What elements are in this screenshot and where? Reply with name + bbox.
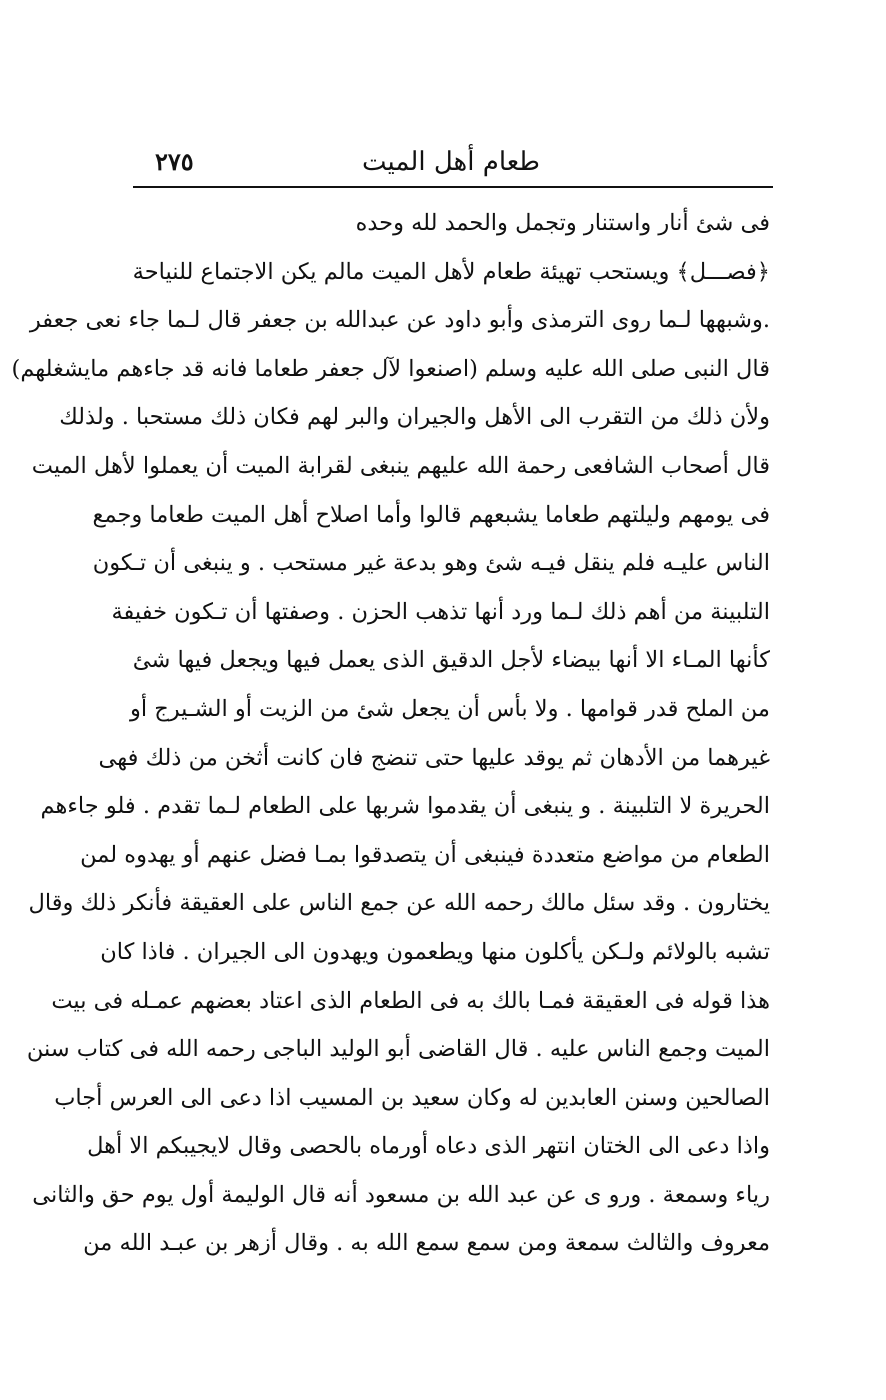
text-line: من الملح قدر قوامها . ولا بأس أن يجعل شئ من الزيت أو الشـيرج أو — [129, 695, 770, 722]
text-line: كأنها المـاء الا أنها بيضاء لأجل الدقيق الذى يعمل فيها ويجعل فيها شئ — [132, 647, 770, 674]
text-line: ﴿فصـــل﴾ ويستحب تهيئة طعام لأهل الميت مالم يكن الاجتماع للنياحة — [132, 258, 770, 285]
text-line: يختارون . وقد سئل مالك رحمه الله عن جمع الناس على العقيقة فأنكر ذلك وقال — [28, 890, 770, 917]
text-line: معروف والثالث سمعة ومن سمع سمع الله به . وقال أزهر بن عبـد الله من — [83, 1230, 770, 1257]
text-line: الميت وجمع الناس عليه . قال القاضى أبو الوليد الباجى رحمه الله فى كتاب سنن — [26, 1036, 770, 1063]
running-title: طعام أهل الميت — [362, 147, 540, 177]
text-line: الصالحين وسنن العابدين له وكان سعيد بن المسيب اذا دعى الى العرس أجاب — [54, 1084, 770, 1111]
text-line: الطعام من مواضع متعددة فينبغى أن يتصدقوا بمـا فضل عنهم أو يهدوه لمن — [80, 841, 770, 868]
text-line: فى يومهم وليلتهم طعاما يشبعهم قالوا وأما اصلاح أهل الميت طعاما وجمع — [92, 501, 770, 528]
text-line: هذا قوله فى العقيقة فمـا بالك به فى الطعام الذى اعتاد بعضهم عمـله فى بيت — [51, 987, 770, 1014]
text-line: قال النبى صلى الله عليه وسلم (اصنعوا لآل جعفر طعاما فانه قد جاءهم مايشغلهم) — [11, 355, 770, 382]
text-line: تشبه بالولائم ولـكن يأكلون منها ويطعمون ويهدون الى الجيران . فاذا كان — [100, 938, 770, 965]
text-line: واذا دعى الى الختان انتهر الذى دعاه أورماه بالحصى وقال لايجيبكم الا أهل — [87, 1133, 770, 1160]
body-text — [11, 199, 770, 1268]
text-line: التلبينة من أهم ذلك لـما ورد أنها تذهب الحزن . وصفتها أن تـكون خفيفة — [111, 598, 770, 625]
text-line: ولأن ذلك من التقرب الى الأهل والجيران والبر لهم فكان ذلك مستحبا . ولذلك — [59, 404, 770, 431]
text-line: رياء وسمعة . ورو ى عن عبد الله بن مسعود أنه قال الوليمة أول يوم حق والثانى — [32, 1181, 770, 1208]
page-header — [135, 140, 767, 184]
text-line: الناس عليـه فلم ينقل فيـه شئ وهو بدعة غير مستحب . و ينبغى أن تـكون — [92, 550, 770, 577]
page-number: ٢٧٥ — [155, 147, 194, 176]
text-line: الحريرة لا التلبينة . و ينبغى أن يقدموا شربها على الطعام لـما تقدم . فلو جاءهم — [40, 793, 770, 820]
header-rule — [133, 186, 773, 188]
text-line: .وشبهها لـما روى الترمذى وأبو داود عن عبدالله بن جعفر قال لـما جاء نعى جعفر — [29, 307, 770, 334]
text-line: فى شئ أنار واستنار وتجمل والحمد لله وحده — [355, 210, 770, 236]
text-line: غيرهما من الأدهان ثم يوقد عليها حتى تنضج فان كانت أثخن من ذلك فهى — [98, 744, 770, 771]
text-line: قال أصحاب الشافعى رحمة الله عليهم ينبغى لقرابة الميت أن يعملوا لأهل الميت — [31, 452, 770, 479]
